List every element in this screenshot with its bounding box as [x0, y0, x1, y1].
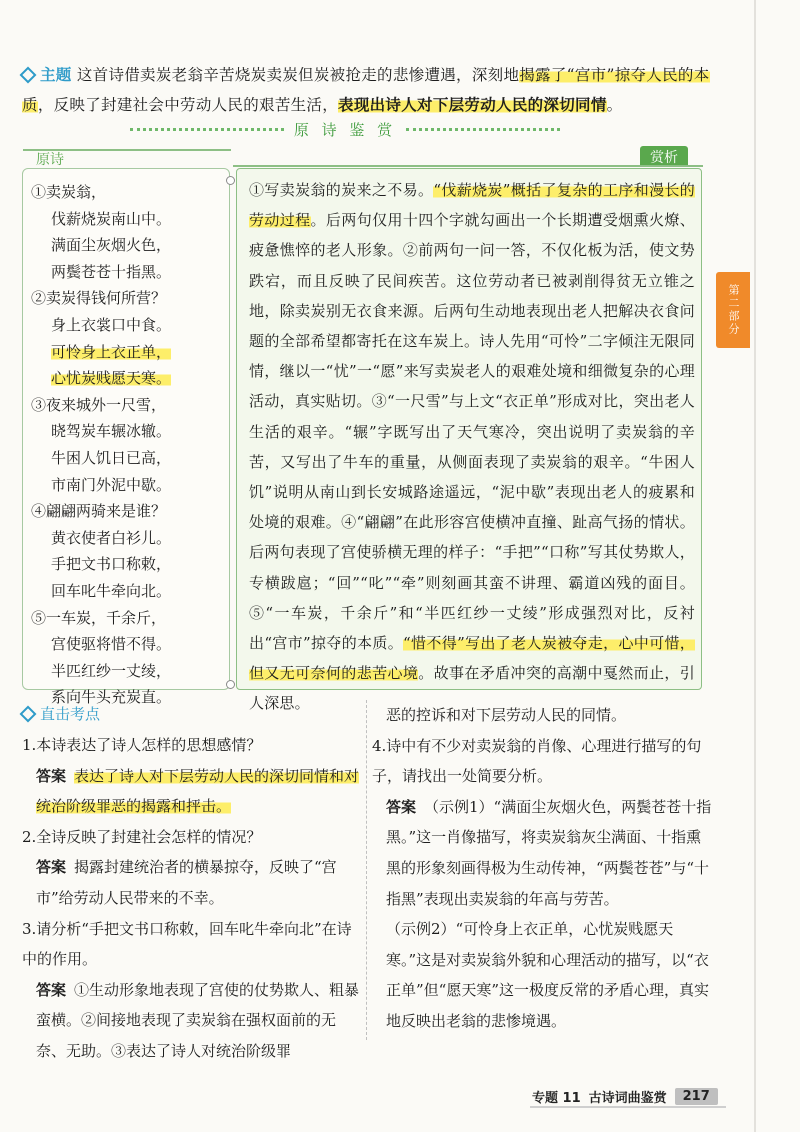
- poem-line: [31, 445, 171, 472]
- poem-line-text: 满面尘灰烟火色，: [51, 236, 172, 255]
- answer: [22, 761, 362, 822]
- poem-line: [31, 551, 171, 578]
- poem-line-text: 两鬓苍苍十指黑。: [51, 262, 172, 281]
- poem-line: [31, 631, 171, 658]
- poem-line-text: ⑤一车炭，千余斤，: [31, 608, 167, 627]
- poem-line-text: 晓驾炭车辗冰辙。: [51, 422, 172, 441]
- appreciation-highlight: “惜不得”写出了老人炭被夺走，心中可惜，但又无可奈何的悲苦心境: [249, 634, 695, 683]
- poem-line-text: 宫使驱将惜不得。: [51, 635, 172, 654]
- page-number: 217: [675, 1088, 718, 1105]
- poem-line-text: 手把文书口称敕，: [51, 555, 172, 574]
- question: 2.全诗反映了封建社会怎样的情况？: [22, 827, 262, 846]
- theme-tag-label: 主题: [40, 66, 72, 84]
- theme-highlight: 揭露了“宫市”掠夺人民的本质: [22, 66, 710, 114]
- appreciation-text: [249, 175, 695, 719]
- poem-line: [31, 259, 171, 286]
- answer-example: （示例1）“满面尘灰烟火色，两鬓苍苍十指黑。”这一肖像描写，将卖炭翁灰尘满面、十指熏黑的形象刻画得极为生动传神，“两鬓苍苍”与“十指黑”表现出卖炭翁的年高与劳苦。: [386, 797, 712, 908]
- theme-highlight: 表现出诗人对下层劳动人民的深切同情: [338, 95, 607, 114]
- poem-line-text: 市南门外泥中歇。: [51, 475, 172, 494]
- poem-line-text: ①卖炭翁，: [31, 183, 107, 201]
- poem-line: [31, 418, 171, 445]
- dotted-divider: [406, 128, 560, 131]
- footer-bar: [530, 1106, 726, 1108]
- poem: [31, 179, 171, 711]
- theme-text: ，反映了封建社会中劳动人民的艰苦生活，: [37, 96, 339, 114]
- answer-label: 答案: [36, 858, 67, 877]
- answer-label: 答案: [36, 980, 67, 999]
- answer-label: 答案: [386, 797, 417, 816]
- section-title-text: 原 诗 鉴 赏: [293, 120, 397, 139]
- poem-line-text: 黄衣使者白衫儿。: [51, 528, 172, 547]
- page-edge: [754, 0, 756, 1132]
- binder-ring-icon: [226, 680, 235, 689]
- footer-chapter: 专题 11: [532, 1090, 581, 1106]
- poem-line-text: 回车叱牛牵向北。: [51, 581, 172, 600]
- poem-line: [31, 525, 171, 552]
- poem-line: [31, 498, 171, 525]
- footer-title: 古诗词曲鉴赏: [588, 1090, 667, 1106]
- poem-line-text: 伐薪烧炭南山中。: [51, 209, 172, 228]
- answer-text: ①生动形象地表现了宫使的仗势欺人、粗暴蛮横。②间接地表现了卖炭翁在强权面前的无奈、无助。③表达了诗人对统治阶级罪: [36, 980, 360, 1060]
- page-footer: [532, 1084, 718, 1108]
- tab-original: 原诗: [36, 152, 64, 168]
- appreciation-part: ①写卖炭翁的炭来之不易。: [249, 181, 434, 199]
- dotted-divider: [130, 128, 284, 131]
- poem-line: [31, 232, 171, 259]
- poem-line-text: 半匹红纱一丈绫，: [51, 661, 172, 680]
- diamond-icon: [20, 67, 37, 84]
- answer-text: 表达了诗人对下层劳动人民的深切同情和对统治阶级罪恶的揭露和抨击。: [36, 766, 360, 816]
- poem-line-text: 系向牛头充炭直。: [51, 688, 172, 707]
- theme-paragraph: [22, 60, 712, 120]
- box-top-line: [233, 165, 703, 167]
- theme-tag: [22, 66, 72, 84]
- poem-line-text: ④翩翩两骑来是谁？: [31, 502, 167, 521]
- answer-text-continued: 恶的控诉和对下层劳动人民的同情。: [386, 706, 627, 724]
- poem-line: [31, 392, 171, 419]
- exam-heading-label: 直击考点: [40, 705, 101, 723]
- poem-line-text: 心忧炭贱愿天寒。: [51, 369, 172, 388]
- poem-line: [31, 472, 171, 499]
- question: 4.诗中有不少对卖炭翁的肖像、心理进行描写的句子，请找出一处简要分析。: [372, 736, 702, 786]
- question: 1.本诗表达了诗人怎样的思想感情？: [22, 736, 262, 754]
- answer: [372, 792, 712, 914]
- appreciation-part: 。后两句仅用十四个字就勾画出一个长期遭受烟熏火燎、疲惫憔悴的老人形象。②前两句一问一答，不仅化板为活，使文势跌宕，而且反映了民间疾苦。这位劳动者已被剥削得贫无立锥之地，除卖炭别无衣食来源。后两句生动地表现出老人把解决衣食问题的全部希望都寄托在这车炭上。诗人先用“可怜”二字倾注无限同情，继以一“忧”一“愿”来写卖炭老人的艰难处境和细微复杂的心理活动，真实贴切。③“一尺雪”与上文“衣正单”形成对比，突出老人生活的艰辛。“辗”字既写出了天气寒冷，突出说明了卖炭翁的辛苦，又写出了牛车的重量，从侧面表现了卖炭翁的艰辛。“牛困人饥”说明从南山到长安城路途遥远，“泥中歇”表现出老人的疲累和处境的艰难。④“翩翩”在此形容宫使横冲直撞、趾高气扬的情状。后两句表现了宫使骄横无理的样子：“手把”“口称”写其仗势欺人，专横跋扈；“回”“叱”“牵”则刻画其蛮不讲理、霸道凶残的面目。⑤“一车炭，千余斤”和“半匹红纱一丈绫”形成强烈对比，反衬出“宫市”掠夺的本质。: [249, 211, 695, 653]
- answer-text: 揭露封建统治者的横暴掠夺，反映了“宫市”给劳动人民带来的不幸。: [36, 858, 337, 907]
- poem-line: [31, 285, 171, 312]
- poem-line: [31, 605, 171, 632]
- poem-line-text: ②卖炭得钱何所营？: [31, 289, 167, 308]
- appreciation-highlight: “伐薪烧炭”概括了复杂的工序和漫长的劳动过程: [249, 181, 695, 230]
- box-top-line: [23, 149, 231, 151]
- poem-line: [31, 339, 171, 366]
- answer-example: （示例2）“可怜身上衣正单，心忧炭贱愿天寒。”这是对卖炭翁外貌和心理活动的描写，以“衣正单”但“愿天寒”这一极度反常的矛盾心理，真实地反映出老翁的悲惨境遇。: [386, 920, 710, 1030]
- poem-line: [31, 179, 171, 206]
- exam-heading: [22, 703, 100, 724]
- answer-label: 答案: [36, 766, 67, 785]
- answer: [22, 975, 362, 1067]
- question: 3.请分析“手把文书口称敕，回车叱牛牵向北”在诗中的作用。: [22, 919, 352, 969]
- tab-appreciation: 赏析: [640, 146, 688, 166]
- diamond-icon: [20, 706, 37, 723]
- poem-line-text: ③夜来城外一尺雪，: [31, 395, 167, 414]
- poem-line: [31, 312, 171, 339]
- poem-line: [31, 365, 171, 392]
- theme-text: 这首诗借卖炭老翁辛苦烧炭卖炭但炭被抢走的悲惨遭遇，深刻地: [76, 66, 520, 84]
- original-poem-box: [22, 168, 230, 707]
- theme-text: 。: [606, 96, 623, 114]
- poem-line-text: 牛困人饥日已高，: [51, 448, 172, 467]
- poem-line: [31, 578, 171, 605]
- binder-ring-icon: [226, 176, 235, 185]
- answer: [22, 852, 362, 913]
- poem-line-text: 可怜身上衣正单，: [51, 342, 172, 361]
- exam-left-column: [22, 730, 362, 1067]
- poem-line: [31, 206, 171, 233]
- poem-line-text: 身上衣裳口中食。: [51, 315, 172, 334]
- appreciation-part: 。故事在矛盾冲突的高潮中戛然而止，引人深思。: [249, 664, 696, 713]
- column-divider: [366, 700, 367, 1040]
- poem-line: [31, 658, 171, 685]
- section-title: [130, 118, 560, 140]
- exam-right-column: [372, 700, 712, 1037]
- appreciation-box: [236, 168, 702, 713]
- side-tab[interactable]: 第二部分: [716, 272, 750, 348]
